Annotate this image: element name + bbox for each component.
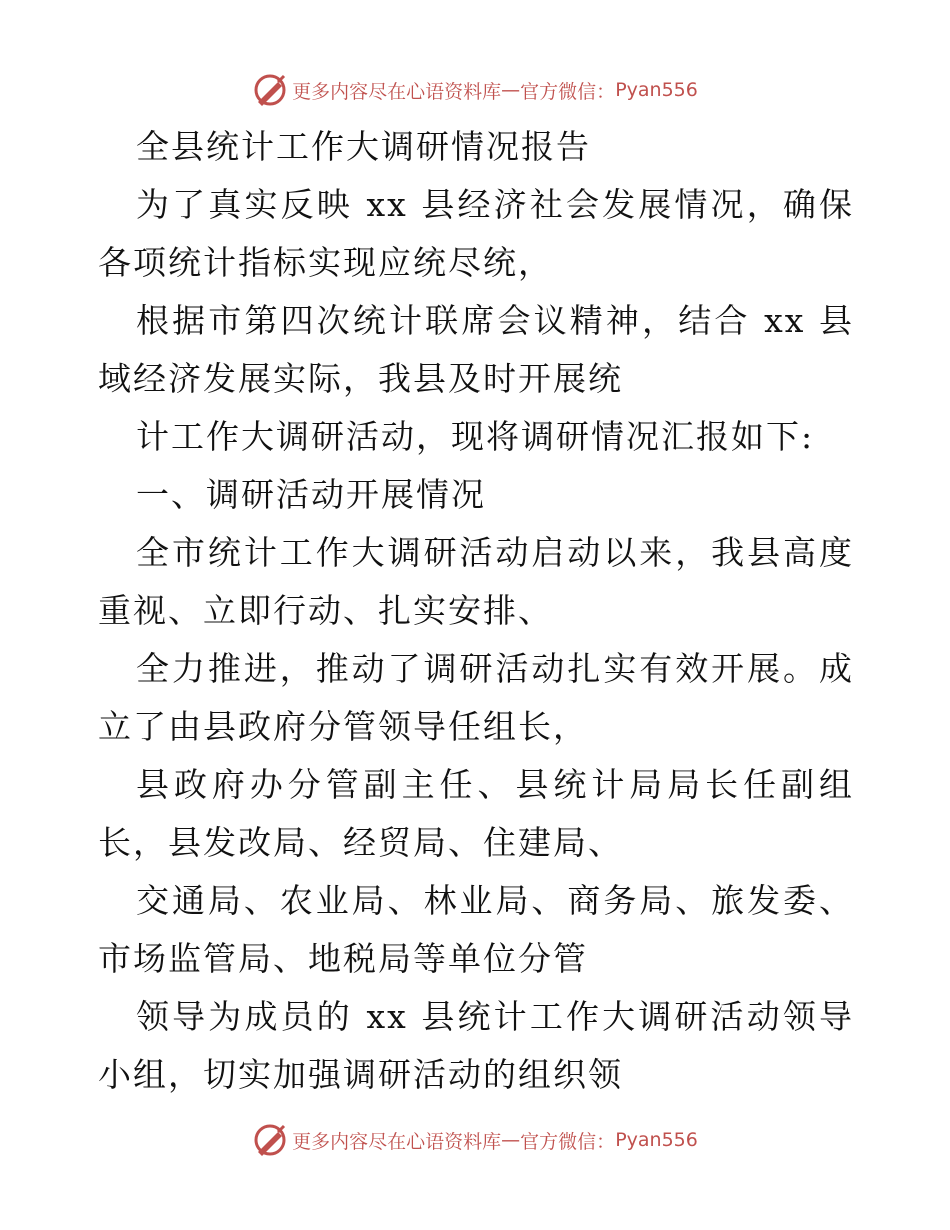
paragraph: 全力推进，推动了调研活动扎实有效开展。成立了由县政府分管领导任组长， (98, 649, 854, 746)
watermark-handle: Pyan556 (615, 1129, 698, 1151)
document-body (98, 118, 854, 1104)
watermark-footer (0, 1122, 950, 1158)
pen-logo-icon (252, 72, 288, 108)
paragraph: 为了真实反映 xx 县经济社会发展情况，确保各项统计指标实现应统尽统， (98, 185, 854, 282)
watermark-label: 官方微信： (520, 80, 616, 103)
watermark-label: 官方微信： (520, 1130, 616, 1153)
paragraph: 交通局、农业局、林业局、商务局、旅发委、市场监管局、地税局等单位分管 (98, 881, 854, 978)
watermark-text: 更多内容尽在心语资料库 (292, 80, 502, 103)
paragraph: 根据市第四次统计联席会议精神，结合 xx 县域经济发展实际，我县及时开展统 (98, 301, 854, 398)
document-title: 全县统计工作大调研情况报告 (136, 127, 591, 166)
section-heading: 一、调研活动开展情况 (136, 475, 486, 514)
pen-logo-icon (252, 1122, 288, 1158)
watermark-handle: Pyan556 (615, 79, 698, 101)
watermark-separator: — (501, 79, 521, 101)
watermark-separator: — (501, 1129, 521, 1151)
paragraph: 领导为成员的 xx 县统计工作大调研活动领导小组，切实加强调研活动的组织领 (98, 997, 854, 1094)
paragraph: 全市统计工作大调研活动启动以来，我县高度重视、立即行动、扎实安排、 (98, 533, 854, 630)
watermark-header (0, 72, 950, 108)
paragraph: 县政府办分管副主任、县统计局局长任副组长，县发改局、经贸局、住建局、 (98, 765, 854, 862)
watermark-text: 更多内容尽在心语资料库 (292, 1130, 502, 1153)
paragraph: 计工作大调研活动，现将调研情况汇报如下: (136, 417, 815, 456)
